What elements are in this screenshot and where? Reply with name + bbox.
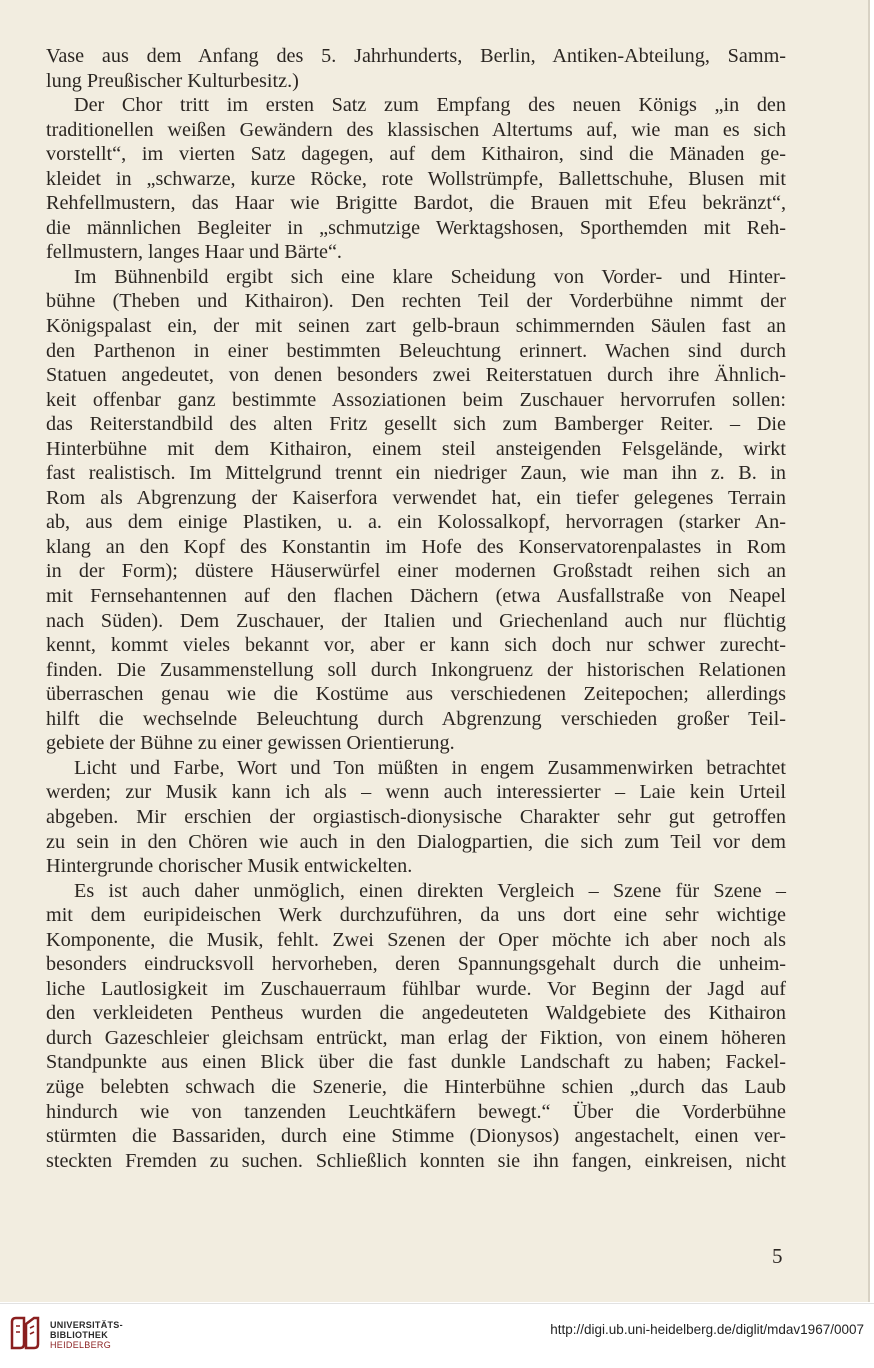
text-line: Hinterbühne mit dem Kithairon, einem steil ansteigenden Felsgelände, wirkt	[46, 437, 786, 460]
text-line: Rom als Abgrenzung der Kaiserfora verwendet hat, ein tiefer gelegenes Terrain	[46, 486, 786, 509]
text-line: finden. Die Zusammenstellung soll durch Inkongruenz der historischen Relationen	[46, 658, 786, 681]
text-line: Komponente, die Musik, fehlt. Zwei Szenen der Oper möchte ich aber noch als	[46, 928, 786, 951]
text-line: Im Bühnenbild ergibt sich eine klare Scheidung von Vorder- und Hinter-	[74, 265, 786, 288]
text-line: den verkleideten Pentheus wurden die angedeuteten Waldgebiete des Kithairon	[46, 1002, 786, 1025]
text-line: Der Chor tritt im ersten Satz zum Empfang des neuen Königs „in den	[74, 94, 786, 117]
text-line: nach Süden). Dem Zuschauer, der Italien und Griechenland auch nur flüchtig	[46, 609, 786, 632]
text-line: werden; zur Musik kann ich als – wenn auch interessierter – Laie kein Urteil	[46, 781, 786, 804]
text-line: kleidet in „schwarze, kurze Röcke, rote Wollstrümpfe, Ballettschuhe, Blusen mit	[46, 167, 786, 190]
text-line: besonders eindrucksvoll hervorheben, deren Spannungsgehalt durch die unheim-	[46, 953, 786, 976]
text-line: steckten Fremden zu suchen. Schließlich konnten sie ihn fangen, einkreisen, nicht	[46, 1149, 786, 1172]
text-line: vorstellt“, im vierten Satz dagegen, auf dem Kithairon, sind die Mänaden ge-	[46, 143, 786, 166]
text-line: das Reiterstandbild des alten Fritz gesellt sich zum Bamberger Reiter. – Die	[46, 413, 786, 436]
text-line: Statuen angedeutet, von denen besonders zwei Reiterstatuen durch ihre Ähnlich-	[46, 364, 786, 387]
text-line: die männlichen Begleiter in „schmutzige Werktagshosen, Sporthemden mit Reh-	[46, 216, 786, 239]
text-line: Rehfellmustern, das Haar wie Brigitte Bardot, die Brauen mit Efeu bekränzt“,	[46, 192, 786, 215]
text-line: bühne (Theben und Kithairon). Den rechten Teil der Vorderbühne nimmt der	[46, 290, 786, 313]
text-line: fast realistisch. Im Mittelgrund trennt ein niedriger Zaun, wie man ihn z. B. in	[46, 462, 786, 485]
text-line: keit offenbar ganz bestimmte Assoziationen beim Zuschauer hervorrufen sollen:	[46, 388, 786, 411]
text-line: fellmustern, langes Haar und Bärte“.	[46, 241, 342, 264]
page-number: 5	[772, 1244, 783, 1268]
text-line: ab, aus dem einige Plastiken, u. a. ein Kolossalkopf, hervorragen (starker An-	[46, 511, 786, 534]
text-line: zu sein in den Chören wie auch in den Dialogpartien, die sich zum Teil vor dem	[46, 830, 786, 853]
text-line: liche Lautlosigkeit im Zuschauerraum fühlbar wurde. Vor Beginn der Jagd auf	[46, 977, 786, 1000]
text-line: stürmten die Bassariden, durch eine Stimme (Dionysos) angestachelt, einen ver-	[46, 1125, 786, 1148]
text-line: hilft die wechselnde Beleuchtung durch Abgrenzung verschieden großer Teil-	[46, 707, 786, 730]
text-line: mit dem euripideischen Werk durchzuführen, da uns dort eine sehr wichtige	[46, 904, 786, 927]
text-line: den Parthenon in einer bestimmten Beleuchtung erinnert. Wachen sind durch	[46, 339, 786, 362]
text-line: züge belebten schwach die Szenerie, die Hinterbühne schien „durch das Laub	[46, 1075, 786, 1098]
text-line: lung Preußischer Kulturbesitz.)	[46, 69, 299, 92]
text-line: Licht und Farbe, Wort und Ton müßten in engem Zusammenwirken betrachtet	[74, 756, 786, 779]
text-line: hindurch wie von tanzenden Leuchtkäfern bewegt.“ Über die Vorderbühne	[46, 1100, 786, 1123]
body-text	[46, 44, 786, 1173]
library-name: UNIVERSITÄTS- BIBLIOTHEK HEIDELBERG	[50, 1320, 123, 1350]
document-url-link[interactable]: http://digi.ub.uni-heidelberg.de/diglit/mdav1967/0007	[550, 1322, 864, 1337]
text-line: klang an den Kopf des Konstantin im Hofe des Konservatorenpalastes in Rom	[46, 535, 786, 558]
text-line: überraschen genau wie die Kostüme aus verschiedenen Zeitepochen; allerdings	[46, 683, 786, 706]
viewer-footer	[0, 1303, 874, 1368]
text-line: Es ist auch daher unmöglich, einen direkten Vergleich – Szene für Szene –	[74, 879, 786, 902]
text-line: kennt, kommt vieles bekannt vor, aber er kann sich doch nur schwer zurecht-	[46, 634, 786, 657]
text-line: abgeben. Mir erschien der orgiastisch-dionysische Charakter sehr gut getroffen	[46, 805, 786, 828]
text-line: durch Gazeschleier gleichsam entrückt, man erlag der Fiktion, von einem höheren	[46, 1026, 786, 1049]
university-library-logo-icon	[8, 1314, 42, 1352]
text-line: gebiete der Bühne zu einer gewissen Orientierung.	[46, 732, 455, 755]
text-line: mit Fernsehantennen auf den flachen Dächern (etwa Ausfallstraße von Neapel	[46, 585, 786, 608]
text-line: Hintergrunde chorischer Musik entwickelten.	[46, 855, 413, 878]
text-line: in der Form); düstere Häuserwürfel einer modernen Großstadt reihen sich an	[46, 560, 786, 583]
text-line: Vase aus dem Anfang des 5. Jahrhunderts, Berlin, Antiken-Abteilung, Samm-	[46, 45, 786, 67]
text-line: traditionellen weißen Gewändern des klassischen Altertums auf, wie man es sich	[46, 118, 786, 141]
text-line: Standpunkte aus einen Blick über die fast dunkle Landschaft zu haben; Fackel-	[46, 1051, 786, 1074]
text-line: Königspalast ein, der mit seinen zart gelb-braun schimmernden Säulen fast an	[46, 315, 786, 338]
